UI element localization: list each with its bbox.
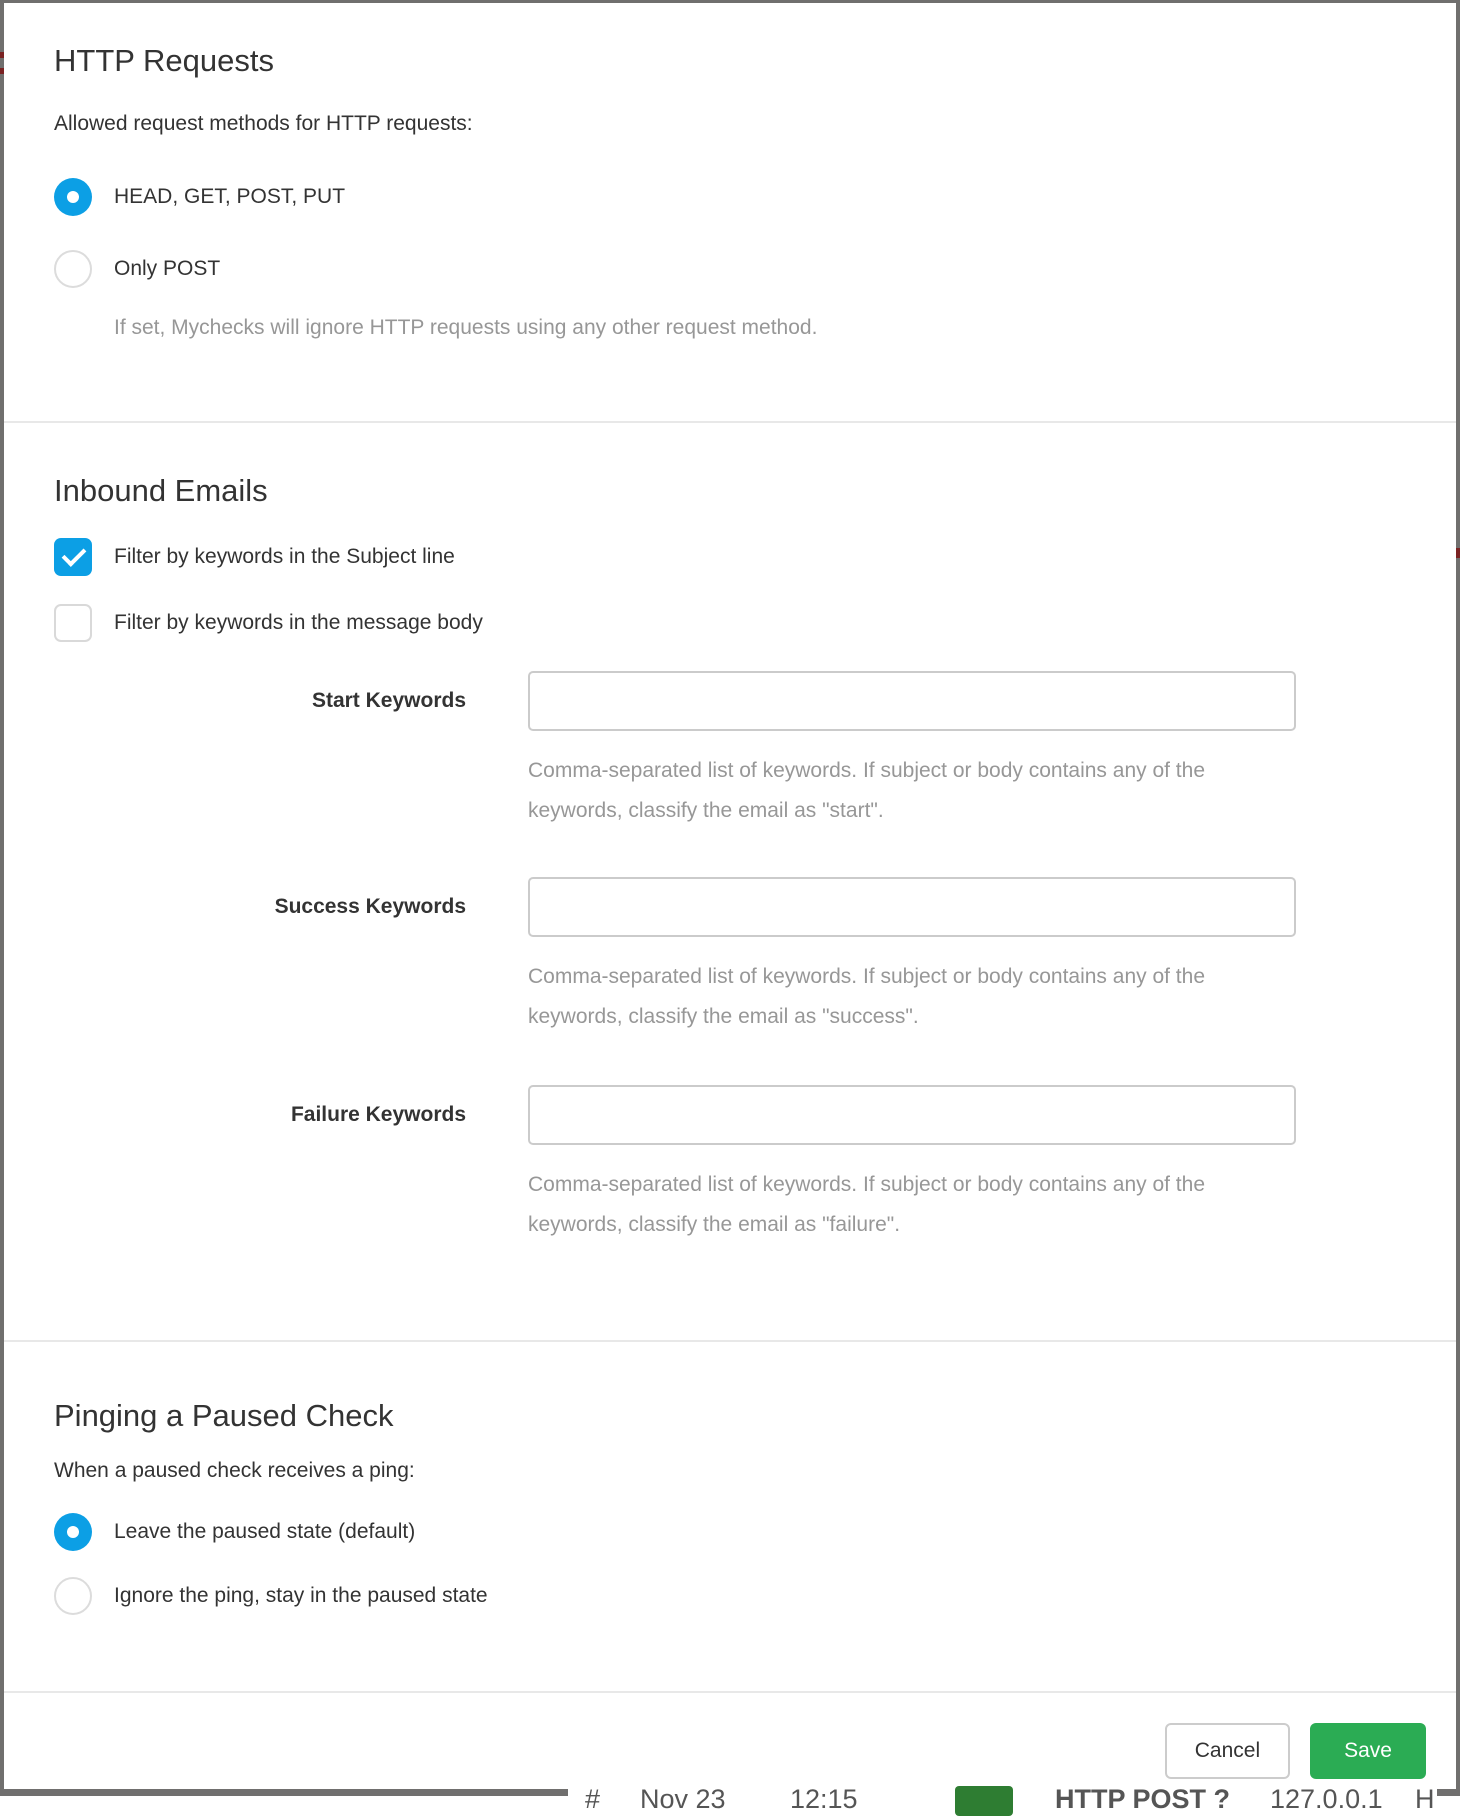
success-keywords-input[interactable] [528,877,1296,937]
success-keywords-group [54,877,1406,1037]
pinging-paused-check-title: Pinging a Paused Check [54,1398,394,1433]
ping-time-fragment: 12:15 [790,1784,858,1814]
only-post-help-text: If set, Mychecks will ignore HTTP requests using any other request method. [114,316,818,339]
pinging-paused-check-section [4,1342,1456,1691]
background-page-fragment [1456,548,1460,558]
status-badge [955,1786,1013,1816]
inbound-emails-title: Inbound Emails [54,473,268,508]
radio-only-post[interactable] [54,250,92,288]
radio-leave-paused-state-label[interactable]: Leave the paused state (default) [114,1520,416,1543]
ping-date-fragment: Nov 23 [640,1784,726,1814]
failure-keywords-group [54,1085,1406,1245]
checkbox-filter-subject[interactable] [54,538,92,576]
radio-head-get-post-put-label[interactable]: HEAD, GET, POST, PUT [114,185,346,208]
filter-subject-row [54,537,1406,577]
background-page-sliver [0,1784,1460,1814]
allowed-methods-label: Allowed request methods for HTTP requests: [54,112,473,135]
radio-head-get-post-put[interactable] [54,178,92,216]
checkbox-filter-body-label[interactable]: Filter by keywords in the message body [114,611,483,634]
ping-more-fragment: H [1415,1784,1435,1814]
dimmed-backdrop-right [1456,0,1460,1796]
failure-keywords-input[interactable] [528,1085,1296,1145]
start-keywords-help: Comma-separated list of keywords. If subject or body contains any of the keywords, classify the email as "start". [528,759,1205,822]
start-keywords-group [54,671,1406,831]
paused-option-row [54,1512,1406,1552]
success-keywords-help: Comma-separated list of keywords. If subject or body contains any of the keywords, classify the email as "success". [528,965,1205,1028]
ping-number-fragment: # [585,1784,601,1814]
background-ping-log-row [568,1784,1437,1814]
failure-keywords-label: Failure Keywords [290,1103,466,1126]
failure-keywords-help: Comma-separated list of keywords. If subject or body contains any of the keywords, classify the email as "failure". [528,1173,1205,1236]
http-requests-section [4,3,1456,421]
radio-only-post-label[interactable]: Only POST [114,257,221,280]
ping-method-fragment: HTTP POST ? [1055,1784,1231,1814]
checkbox-filter-body[interactable] [54,604,92,642]
inbound-emails-section [4,423,1456,1340]
radio-ignore-ping-label[interactable]: Ignore the ping, stay in the paused state [114,1584,488,1607]
start-keywords-input[interactable] [528,671,1296,731]
http-requests-title: HTTP Requests [54,43,274,78]
radio-leave-paused-state[interactable] [54,1513,92,1551]
ping-ip-fragment: 127.0.0.1 [1270,1784,1383,1814]
method-option-row [54,177,1406,217]
checkbox-filter-subject-label[interactable]: Filter by keywords in the Subject line [114,545,455,568]
cancel-button[interactable]: Cancel [1165,1723,1290,1779]
filter-body-row [54,603,1406,643]
save-button[interactable]: Save [1310,1723,1426,1779]
paused-option-row [54,1576,1406,1616]
method-option-row [54,249,1406,289]
check-settings-modal [4,3,1456,1789]
start-keywords-label: Start Keywords [311,689,466,712]
radio-ignore-ping[interactable] [54,1577,92,1615]
paused-ping-label: When a paused check receives a ping: [54,1459,415,1482]
success-keywords-label: Success Keywords [274,895,466,918]
